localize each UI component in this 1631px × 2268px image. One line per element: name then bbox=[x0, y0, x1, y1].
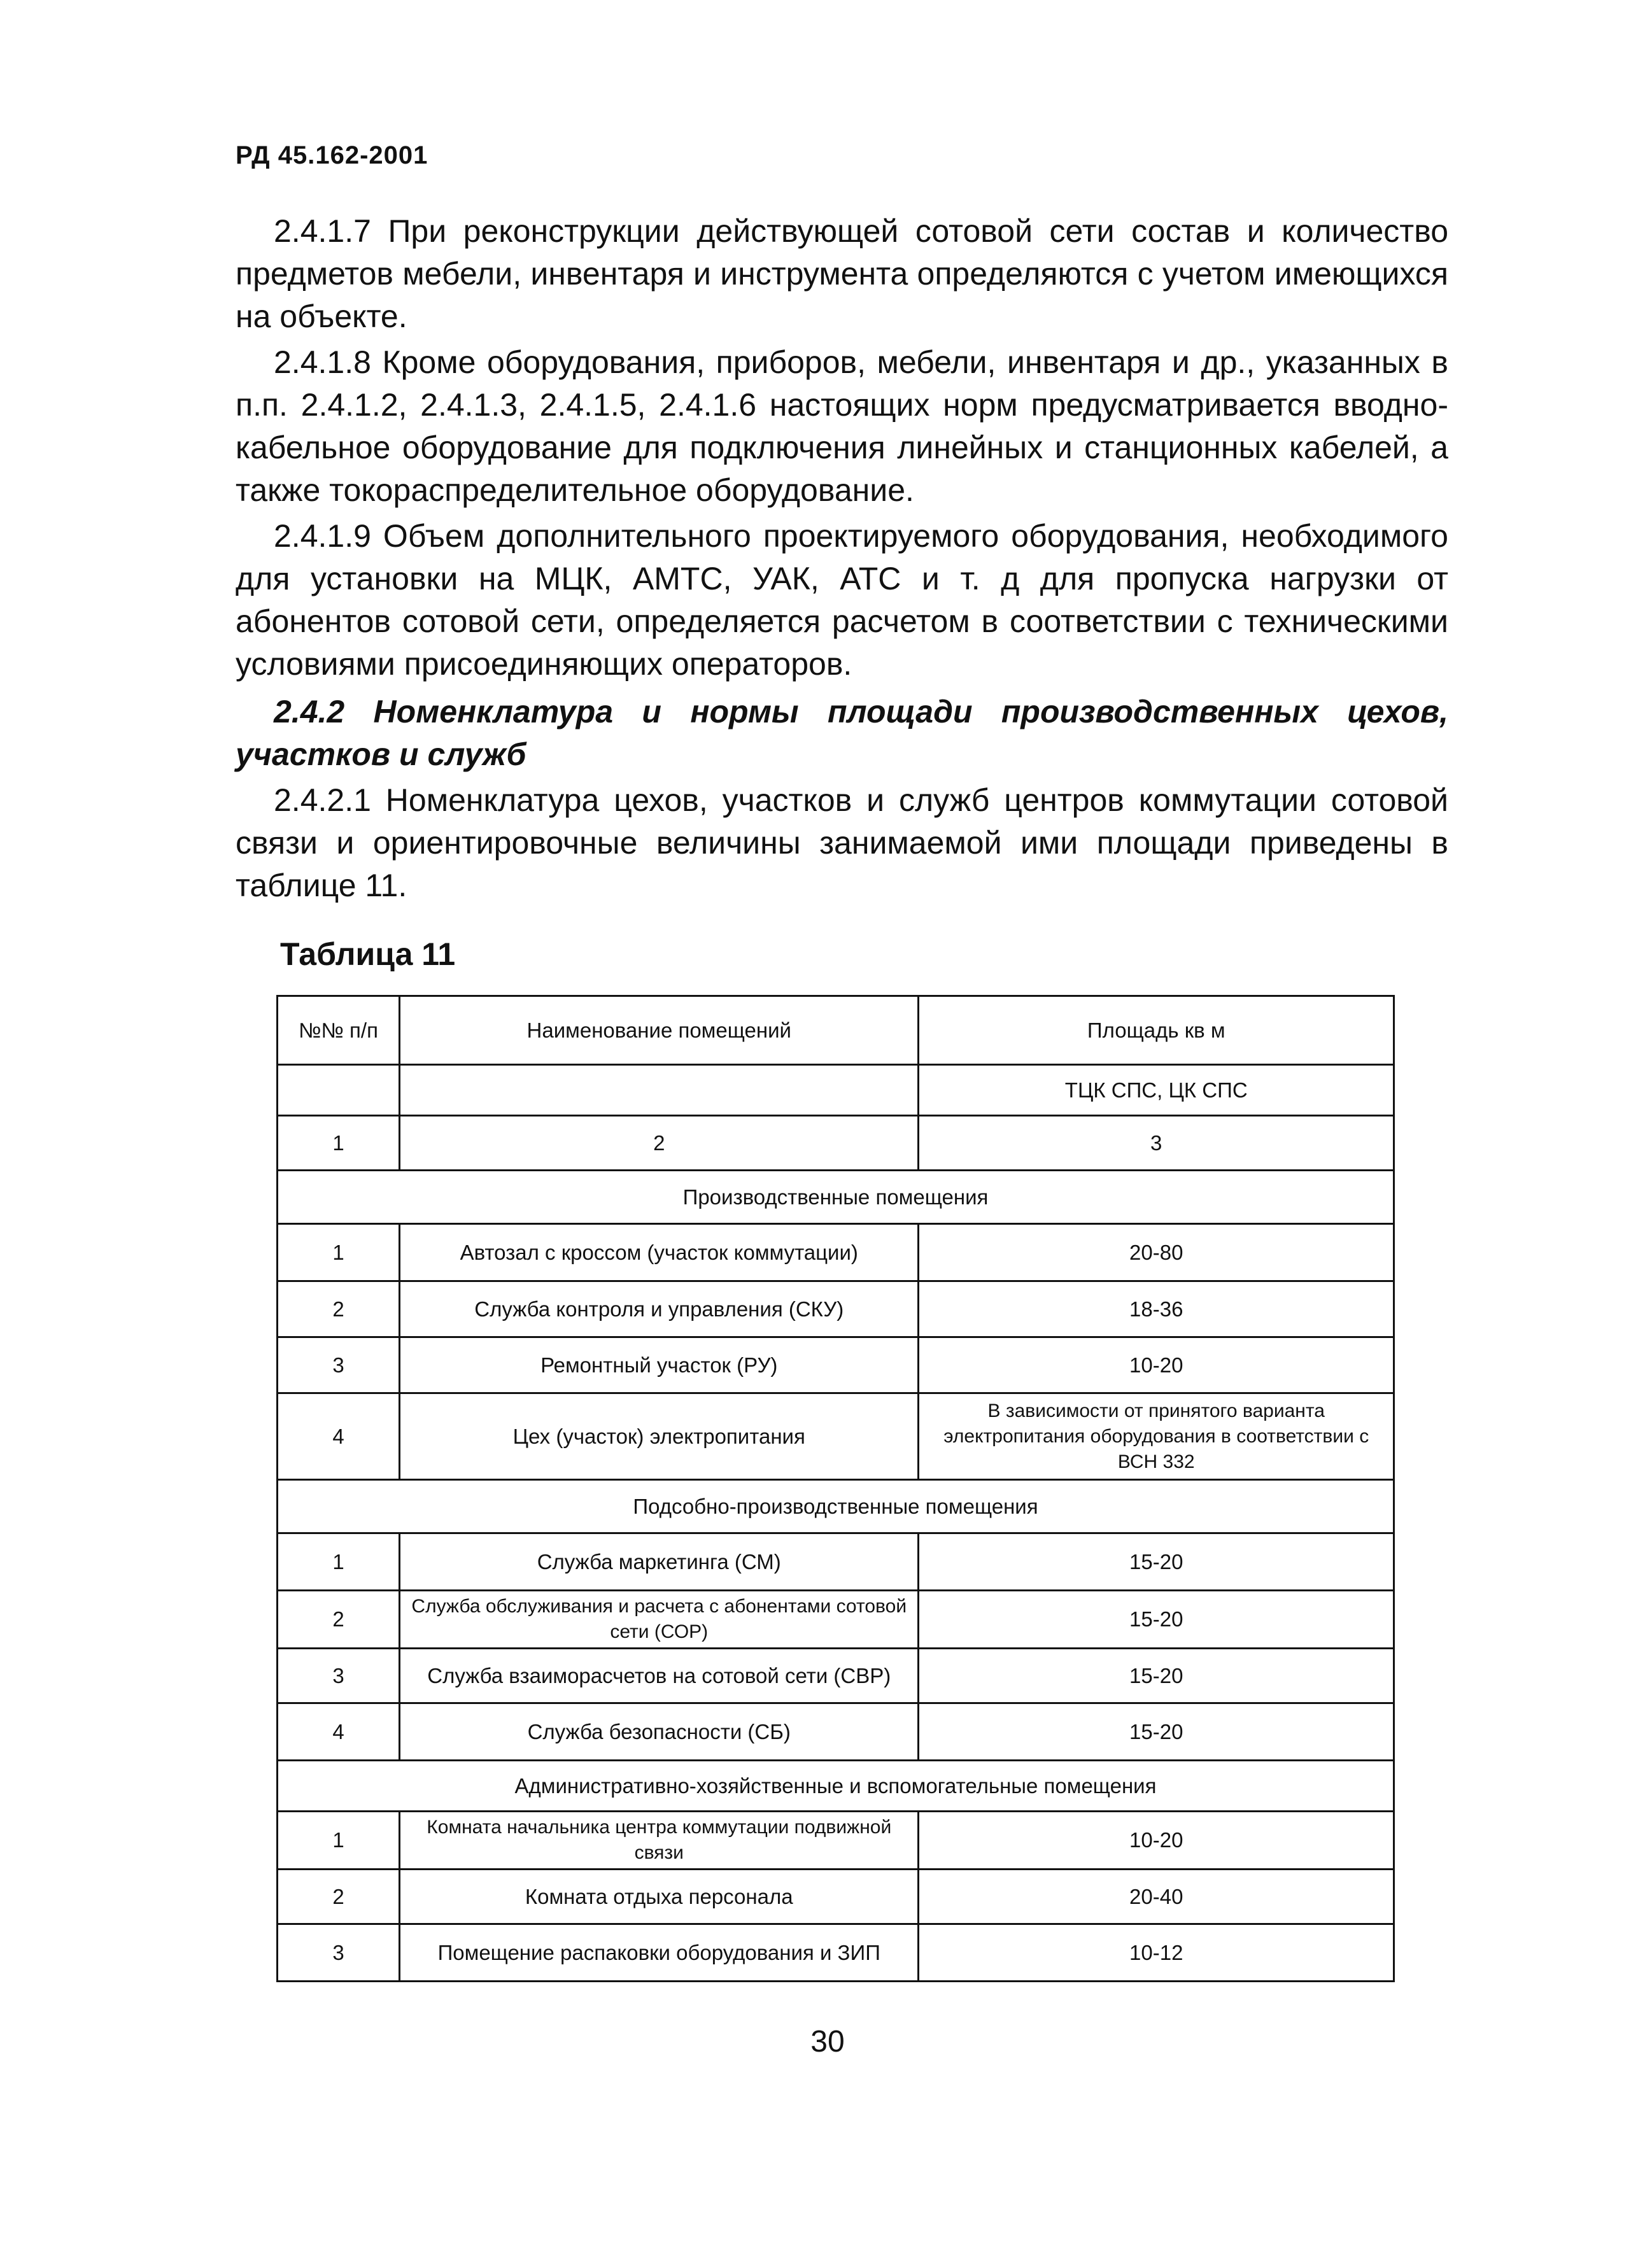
row-name: Ремонтный участок (РУ) bbox=[400, 1337, 919, 1393]
subheader-name-empty bbox=[400, 1065, 919, 1116]
header-num: №№ п/п bbox=[278, 996, 400, 1065]
index-col-3: 3 bbox=[919, 1116, 1394, 1171]
group-title: Производственные помещения bbox=[278, 1171, 1394, 1224]
row-num: 3 bbox=[278, 1924, 400, 1982]
group-title: Административно-хозяйственные и вспомогательные помещения bbox=[278, 1761, 1394, 1812]
row-num: 3 bbox=[278, 1649, 400, 1703]
table-index-row bbox=[278, 1116, 1394, 1171]
row-num: 1 bbox=[278, 1224, 400, 1281]
row-name: Помещение распаковки оборудования и ЗИП bbox=[400, 1924, 919, 1982]
row-area: 15-20 bbox=[919, 1649, 1394, 1703]
header-name: Наименование помещений bbox=[400, 996, 919, 1065]
paragraph-2-4-1-7: 2.4.1.7 При реконструкции действующей сотовой сети состав и количество предметов мебели, инвентаря и инструмента определяются с учетом имеющихся на объекте. bbox=[236, 213, 1448, 334]
header-area: Площадь кв м bbox=[919, 996, 1394, 1065]
table-row bbox=[278, 1533, 1394, 1591]
row-area: В зависимости от принятого варианта электропитания оборудования в соответствии с ВСН 332 bbox=[919, 1393, 1394, 1480]
row-name: Служба взаиморасчетов на сотовой сети (СВР) bbox=[400, 1649, 919, 1703]
table-subheader-row bbox=[278, 1065, 1394, 1116]
paragraph-2-4-1-8: 2.4.1.8 Кроме оборудования, приборов, мебели, инвентаря и др., указанных в п.п. 2.4.1.2, 2.4.1.3, 2.4.1.5, 2.4.1.6 настоящих норм предусматривается вводно-кабельное оборудование для подключения линейных и станционных кабелей, а также токораспределительное оборудование. bbox=[236, 344, 1448, 508]
row-area: 20-80 bbox=[919, 1224, 1394, 1281]
subheader-num-empty bbox=[278, 1065, 400, 1116]
table-row bbox=[278, 1393, 1394, 1480]
row-name: Служба обслуживания и расчета с абонентами сотовой сети (СОР) bbox=[400, 1591, 919, 1649]
row-num: 2 bbox=[278, 1870, 400, 1924]
paragraph-2-4-2-1: 2.4.2.1 Номенклатура цехов, участков и служб центров коммутации сотовой связи и ориентировочные величины занимаемой ими площади приведены в таблице 11. bbox=[236, 782, 1448, 903]
row-name: Комната отдыха персонала bbox=[400, 1870, 919, 1924]
row-num: 1 bbox=[278, 1533, 400, 1591]
row-name: Комната начальника центра коммутации подвижной связи bbox=[400, 1812, 919, 1870]
row-name: Служба маркетинга (СМ) bbox=[400, 1533, 919, 1591]
table-row bbox=[278, 1703, 1394, 1761]
table-row bbox=[278, 1812, 1394, 1870]
row-area: 10-20 bbox=[919, 1337, 1394, 1393]
table-header-row bbox=[278, 996, 1394, 1065]
document-code: РД 45.162-2001 bbox=[236, 141, 428, 169]
row-num: 2 bbox=[278, 1591, 400, 1649]
subheader-area: ТЦК СПС, ЦК СПС bbox=[919, 1065, 1394, 1116]
row-area: 10-12 bbox=[919, 1924, 1394, 1982]
row-name: Цех (участок) электропитания bbox=[400, 1393, 919, 1480]
row-num: 1 bbox=[278, 1812, 400, 1870]
table-row bbox=[278, 1224, 1394, 1281]
table-row bbox=[278, 1591, 1394, 1649]
row-name: Автозал с кроссом (участок коммутации) bbox=[400, 1224, 919, 1281]
body-text bbox=[236, 210, 1448, 910]
group-title-row bbox=[278, 1761, 1394, 1812]
page-number: 30 bbox=[810, 2025, 845, 2059]
table-row bbox=[278, 1337, 1394, 1393]
row-num: 4 bbox=[278, 1393, 400, 1480]
table-title: Таблица 11 bbox=[280, 936, 456, 972]
row-area: 15-20 bbox=[919, 1591, 1394, 1649]
row-area: 10-20 bbox=[919, 1812, 1394, 1870]
row-num: 3 bbox=[278, 1337, 400, 1393]
table-row bbox=[278, 1924, 1394, 1982]
paragraph-2-4-1-9: 2.4.1.9 Объем дополнительного проектируемого оборудования, необходимого для установки на МЦК, АМТС, УАК, АТС и т. д для пропуска нагрузки от абонентов сотовой сети, определяется расчетом в соответствии с техническими условиями присоединяющих операторов. bbox=[236, 518, 1448, 682]
group-title-row bbox=[278, 1480, 1394, 1533]
row-area: 15-20 bbox=[919, 1533, 1394, 1591]
area-norms-table bbox=[276, 995, 1395, 1982]
index-col-2: 2 bbox=[400, 1116, 919, 1171]
group-title: Подсобно-производственные помещения bbox=[278, 1480, 1394, 1533]
table-row bbox=[278, 1281, 1394, 1337]
section-heading-2-4-2: 2.4.2 Номенклатура и нормы площади производственных цехов, участков и служб bbox=[236, 694, 1448, 772]
row-name: Служба контроля и управления (СКУ) bbox=[400, 1281, 919, 1337]
group-title-row bbox=[278, 1171, 1394, 1224]
table-row bbox=[278, 1870, 1394, 1924]
row-area: 15-20 bbox=[919, 1703, 1394, 1761]
row-name: Служба безопасности (СБ) bbox=[400, 1703, 919, 1761]
table-row bbox=[278, 1649, 1394, 1703]
row-num: 4 bbox=[278, 1703, 400, 1761]
row-area: 18-36 bbox=[919, 1281, 1394, 1337]
row-area: 20-40 bbox=[919, 1870, 1394, 1924]
row-num: 2 bbox=[278, 1281, 400, 1337]
index-col-1: 1 bbox=[278, 1116, 400, 1171]
